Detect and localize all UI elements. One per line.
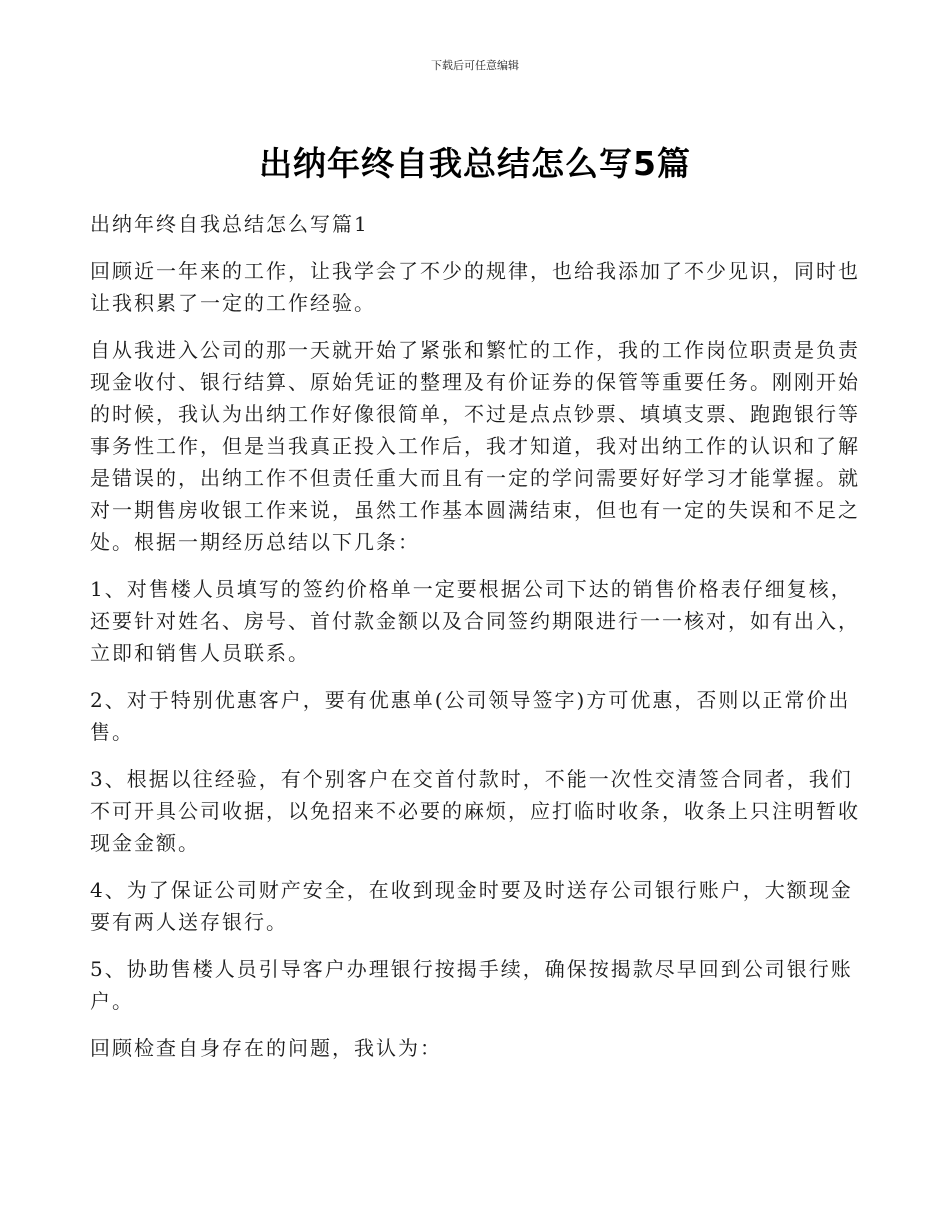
paragraph: 回顾检查自身存在的问题，我认为：	[90, 1036, 442, 1060]
section-heading: 出纳年终自我总结怎么写篇1	[90, 212, 369, 236]
paragraph: 回顾近一年来的工作，让我学会了不少的规律，也给我添加了不少见识，同时也让我积累了一定的工作经验。	[90, 259, 860, 315]
document-body	[90, 208, 862, 1079]
list-item: 4、为了保证公司财产安全，在收到现金时要及时送存公司银行账户，大额现金要有两人送存银行。	[90, 878, 853, 934]
list-item: 1、对售楼人员填写的签约价格单一定要根据公司下达的销售价格表仔细复核，还要针对姓名、房号、首付款金额以及合同签约期限进行一一核对，如有出入，立即和销售人员联系。	[90, 577, 860, 665]
document-title: 出纳年终自我总结怎么写5篇	[259, 144, 691, 183]
list-item: 2、对于特别优惠客户，要有优惠单(公司领导签字)方可优惠，否则以正常价出售。	[90, 688, 851, 744]
list-item: 3、根据以往经验，有个别客户在交首付款时，不能一次性交清签合同者，我们不可开具公司收据，以免招来不必要的麻烦，应打临时收条，收条上只注明暂收现金金额。	[90, 767, 860, 855]
paragraph: 自从我进入公司的那一天就开始了紧张和繁忙的工作，我的工作岗位职责是负责现金收付、银行结算、原始凭证的整理及有价证券的保管等重要任务。刚刚开始的时候，我认为出纳工作好像很简单，不过是点点钞票、填填支票、跑跑银行等事务性工作，但是当我真正投入工作后，我才知道，我对出纳工作的认识和了解是错误的，出纳工作不但责任重大而且有一定的学问需要好好学习才能掌握。就对一期售房收银工作来说，虽然工作基本圆满结束，但也有一定的失误和不足之处。根据一期经历总结以下几条：	[90, 338, 860, 554]
list-item: 5、协助售楼人员引导客户办理银行按揭手续，确保按揭款尽早回到公司银行账户。	[90, 957, 853, 1013]
header-note: 下载后可任意编辑	[431, 59, 519, 72]
